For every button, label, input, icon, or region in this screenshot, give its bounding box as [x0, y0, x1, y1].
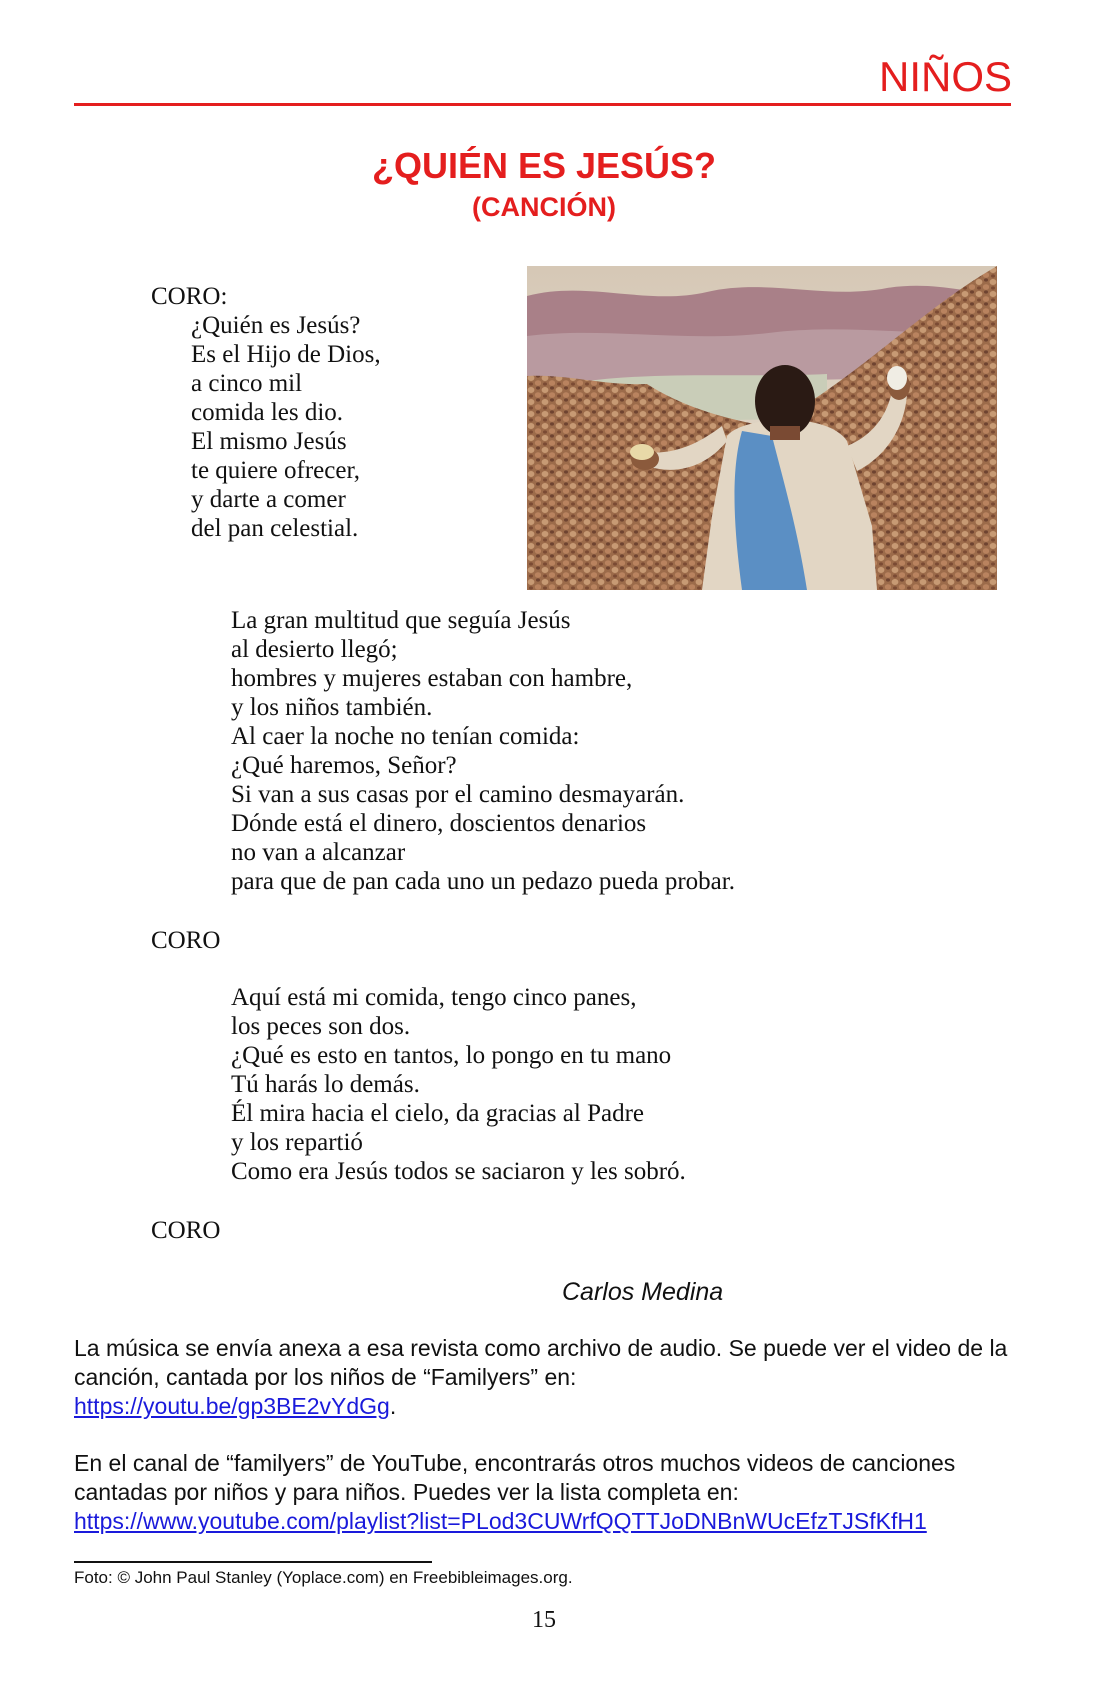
lyric-line: los peces son dos. — [231, 1013, 411, 1040]
lyric-line: y los repartió — [231, 1129, 363, 1156]
lyric-line: hombres y mujeres estaban con hambre, — [231, 665, 633, 692]
footnote-divider — [74, 1561, 432, 1563]
lyric-line: Dónde está el dinero, doscientos denarios — [231, 810, 647, 837]
lyric-line: no van a alcanzar — [231, 839, 406, 866]
chorus-marker: CORO — [151, 927, 221, 954]
lyric-line: Él mira hacia el cielo, da gracias al Padre — [231, 1100, 644, 1127]
lyric-line: a cinco mil — [191, 370, 303, 397]
channel-note-text: En el canal de “familyers” de YouTube, encontrarás otros muchos videos de canciones cantadas por niños y para niños. Puedes ver la lista completa en: — [74, 1450, 956, 1505]
lyric-line: Es el Hijo de Dios, — [191, 341, 381, 368]
playlist-link[interactable]: https://www.youtube.com/playlist?list=PLod3CUWrfQQTTJoDNBnWUcEfzTJSfKfH1 — [74, 1508, 927, 1534]
illustration-jesus-multitude — [527, 266, 997, 590]
audio-note-period: . — [389, 1393, 397, 1419]
section-title: NIÑOS — [878, 53, 1012, 100]
lyric-line: te quiere ofrecer, — [191, 457, 361, 484]
lyric-line: para que de pan cada uno un pedazo pueda probar. — [231, 868, 735, 895]
author: Carlos Medina — [562, 1278, 724, 1306]
lyric-line: comida les dio. — [191, 399, 344, 426]
lyric-line: Si van a sus casas por el camino desmayarán. — [231, 781, 685, 808]
verse-1-lyrics — [231, 606, 735, 896]
lyric-line: y darte a comer — [191, 486, 346, 513]
lyric-line: del pan celestial. — [191, 515, 359, 542]
chorus-lyrics — [191, 311, 381, 543]
chorus-label: CORO: — [151, 283, 228, 310]
lyric-line: ¿Qué haremos, Señor? — [231, 752, 457, 779]
channel-note — [74, 1449, 1034, 1536]
lyric-line: El mismo Jesús — [191, 428, 347, 455]
lyric-line: Aquí está mi comida, tengo cinco panes, — [231, 984, 637, 1011]
audio-note — [74, 1334, 1034, 1421]
lyric-line: y los niños también. — [231, 694, 433, 721]
lyric-line: ¿Qué es esto en tantos, lo pongo en tu mano — [231, 1042, 672, 1069]
lyric-line: Al caer la noche no tenían comida: — [231, 723, 580, 750]
chorus-marker: CORO — [151, 1217, 221, 1244]
lyric-line: al desierto llegó; — [231, 636, 398, 663]
song-title: ¿QUIÉN ES JESÚS? — [371, 145, 717, 186]
section-divider — [74, 103, 1011, 106]
lyric-line: ¿Quién es Jesús? — [191, 312, 361, 339]
lyric-line: La gran multitud que seguía Jesús — [231, 607, 571, 634]
verse-2-lyrics — [231, 983, 686, 1186]
video-link[interactable]: https://youtu.be/gp3BE2vYdGg — [74, 1393, 390, 1419]
photo-credit: Foto: © John Paul Stanley (Yoplace.com) en Freebibleimages.org. — [74, 1568, 573, 1587]
audio-note-text: La música se envía anexa a esa revista como archivo de audio. Se puede ver el video de la canción, cantada por los niños de “Familyers” en: — [74, 1335, 1008, 1390]
illustration-svg — [527, 266, 997, 590]
lyric-line: Como era Jesús todos se saciaron y les sobró. — [231, 1158, 686, 1185]
song-subtitle: (CANCIÓN) — [472, 192, 616, 222]
page-number: 15 — [532, 1607, 556, 1633]
lyric-line: Tú harás lo demás. — [231, 1071, 420, 1098]
